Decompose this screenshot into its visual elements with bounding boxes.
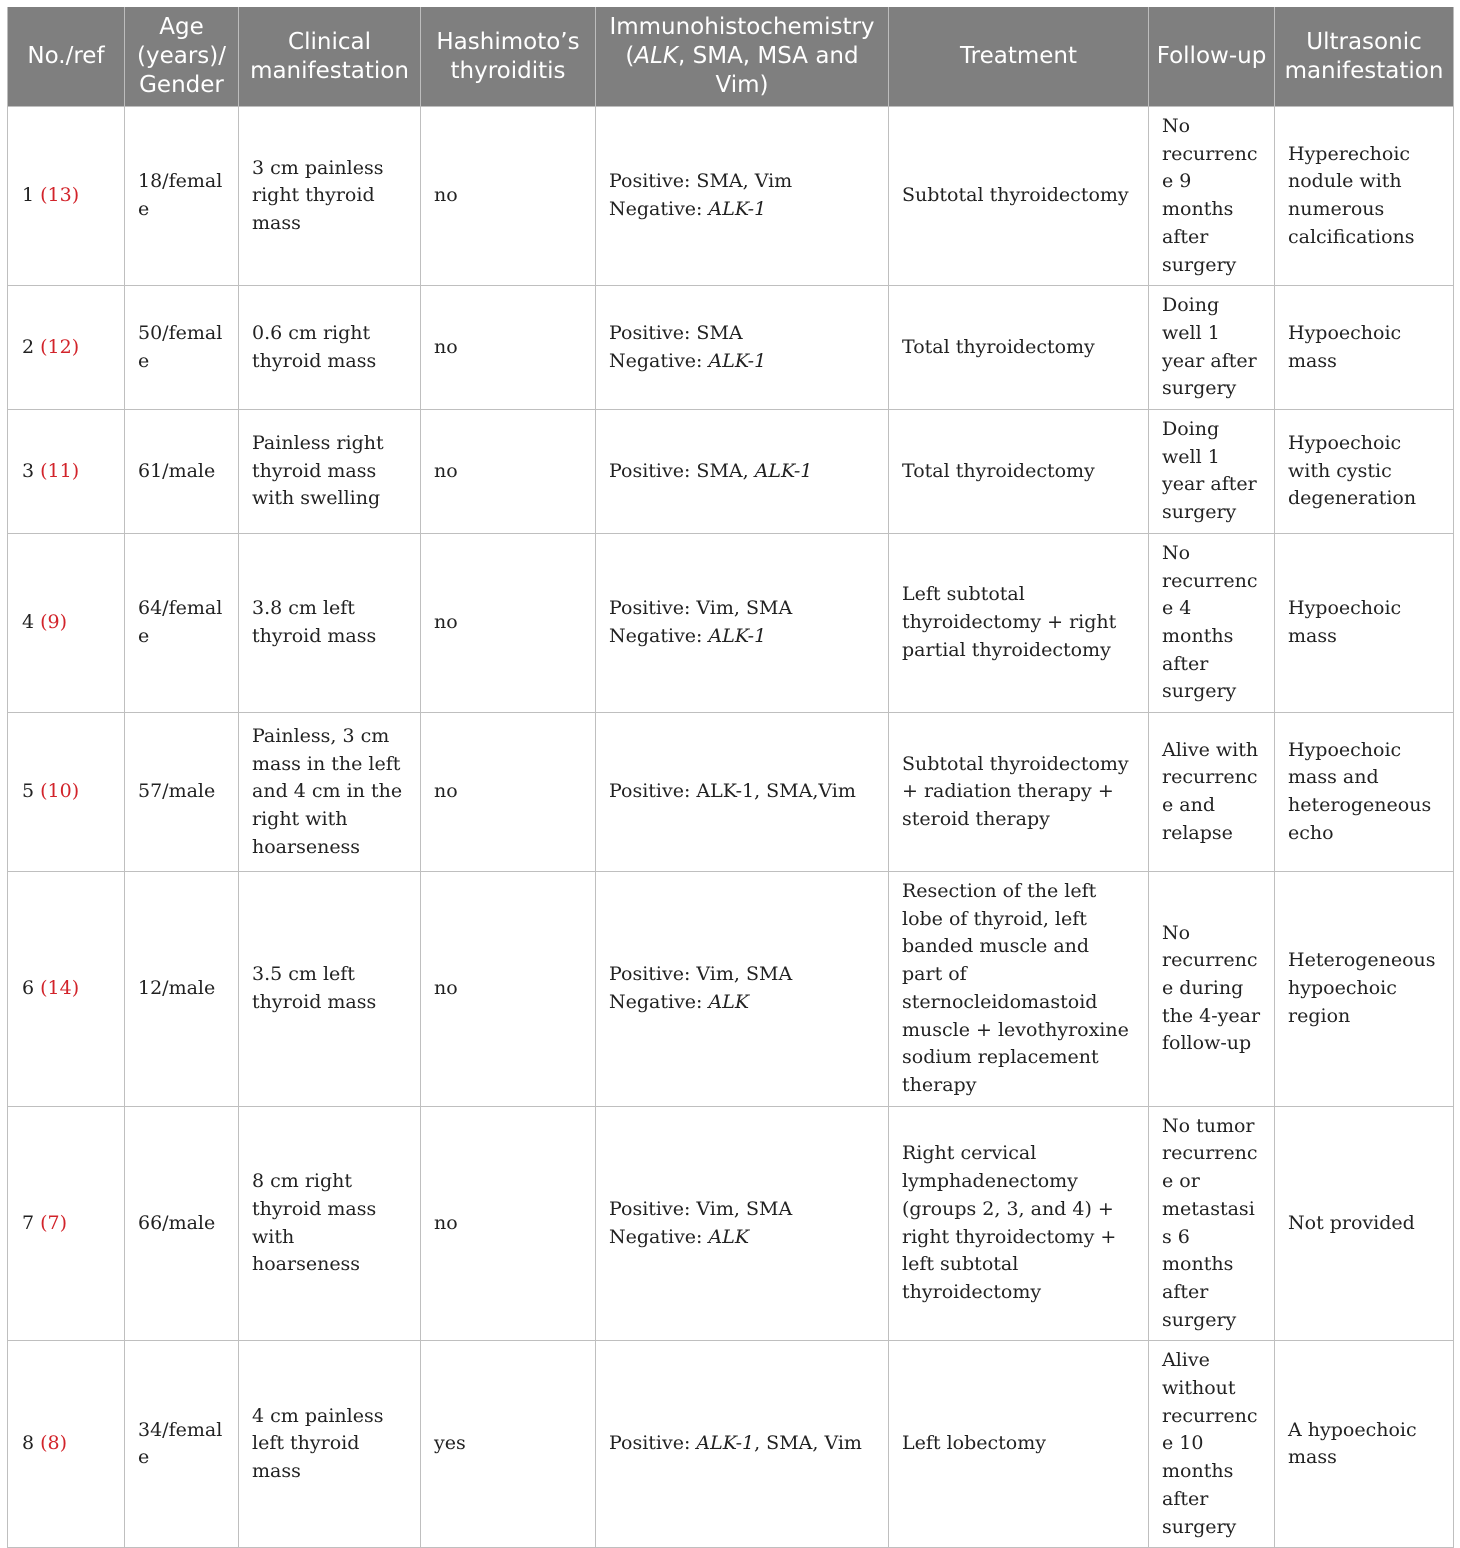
cell-treatment: Left subtotal thyroidectomy + right partial thyroidectomy xyxy=(889,533,1149,712)
cell-treatment: Total thyroidectomy xyxy=(889,286,1149,410)
negative-italic: ALK-1 xyxy=(708,624,767,647)
positive-markers xyxy=(609,961,875,989)
header-row xyxy=(8,7,1454,107)
cell-no-ref xyxy=(8,410,125,534)
cell-no-ref xyxy=(8,1106,125,1341)
cell-follow-up: No recurrence during the 4-year follow-up xyxy=(1149,872,1275,1107)
positive-tail: , SMA, Vim xyxy=(754,1432,862,1455)
cell-age-gender: 61/male xyxy=(125,410,239,534)
header-clinical-manifestation: Clinical manifestation xyxy=(239,7,421,107)
table-row xyxy=(8,107,1454,286)
cell-hashimoto: no xyxy=(421,1106,596,1341)
negative-markers xyxy=(609,623,875,651)
case-number: 2 xyxy=(22,335,35,358)
case-number: 5 xyxy=(22,780,35,803)
cell-no-ref xyxy=(8,713,125,872)
header-no-ref: No./ref xyxy=(8,7,125,107)
cell-treatment: Left lobectomy xyxy=(889,1341,1149,1548)
reference-link[interactable]: (10) xyxy=(40,780,80,803)
cell-no-ref xyxy=(8,1341,125,1548)
cell-age-gender: 64/female xyxy=(125,533,239,712)
cell-ultrasonic-manifestation: Heterogeneous hypoechoic region xyxy=(1275,872,1454,1107)
cell-clinical-manifestation: 0.6 cm right thyroid mass xyxy=(239,286,421,410)
cell-hashimoto: no xyxy=(421,107,596,286)
positive-markers xyxy=(609,1430,875,1458)
table-row xyxy=(8,1341,1454,1548)
cell-follow-up: No recurrence 9 months after surgery xyxy=(1149,107,1275,286)
header-hashimoto: Hashimoto’s thyroiditis xyxy=(421,7,596,107)
cell-ultrasonic-manifestation: Hypoechoic with cystic degeneration xyxy=(1275,410,1454,534)
cell-ultrasonic-manifestation: Hypoechoic mass and heterogeneous echo xyxy=(1275,713,1454,872)
header-treatment: Treatment xyxy=(889,7,1149,107)
header-ihc-suffix: , SMA, MSA and Vim) xyxy=(678,43,859,98)
cell-treatment: Subtotal thyroidectomy + radiation therapy + steroid therapy xyxy=(889,713,1149,872)
negative-label: Negative: xyxy=(609,1225,709,1248)
header-age-gender: Age (years)/ Gender xyxy=(125,7,239,107)
negative-markers xyxy=(609,1224,875,1252)
cell-hashimoto: no xyxy=(421,286,596,410)
table-row xyxy=(8,410,1454,534)
cell-clinical-manifestation: 3 cm painless right thyroid mass xyxy=(239,107,421,286)
positive-plain: Vim, SMA xyxy=(696,963,793,986)
cell-clinical-manifestation: 3.8 cm left thyroid mass xyxy=(239,533,421,712)
cell-treatment: Total thyroidectomy xyxy=(889,410,1149,534)
positive-markers xyxy=(609,320,875,348)
reference-link[interactable]: (13) xyxy=(40,184,80,207)
table-row xyxy=(8,533,1454,712)
cell-immunohistochemistry xyxy=(596,410,889,534)
positive-plain: Vim, SMA xyxy=(696,1197,793,1220)
positive-markers xyxy=(609,778,875,806)
reference-link[interactable]: (11) xyxy=(40,459,80,482)
cell-ultrasonic-manifestation: Hypoechoic mass xyxy=(1275,533,1454,712)
cell-immunohistochemistry xyxy=(596,107,889,286)
table-row xyxy=(8,1106,1454,1341)
cell-immunohistochemistry xyxy=(596,286,889,410)
positive-label: Positive: xyxy=(609,1432,697,1455)
cell-ultrasonic-manifestation: A hypoechoic mass xyxy=(1275,1341,1454,1548)
table-row xyxy=(8,286,1454,410)
negative-italic: ALK-1 xyxy=(708,349,767,372)
cell-immunohistochemistry xyxy=(596,1341,889,1548)
case-number: 8 xyxy=(22,1432,35,1455)
positive-label: Positive: xyxy=(609,597,697,620)
cell-clinical-manifestation: 4 cm painless left thyroid mass xyxy=(239,1341,421,1548)
cell-hashimoto: no xyxy=(421,872,596,1107)
positive-italic: ALK-1 xyxy=(696,1432,755,1455)
positive-plain: ALK-1, SMA,Vim xyxy=(696,780,856,803)
header-ihc-prefix: Immunohistochemistry ( xyxy=(609,14,875,69)
cell-immunohistochemistry xyxy=(596,1106,889,1341)
cell-age-gender: 34/female xyxy=(125,1341,239,1548)
cell-treatment: Subtotal thyroidectomy xyxy=(889,107,1149,286)
positive-plain: SMA xyxy=(696,321,743,344)
cell-clinical-manifestation: Painless right thyroid mass with swelling xyxy=(239,410,421,534)
cell-follow-up: No tumor recurrence or metastasis 6 months after surgery xyxy=(1149,1106,1275,1341)
cell-follow-up: Alive with recurrence and relapse xyxy=(1149,713,1275,872)
cell-follow-up: Doing well 1 year after surgery xyxy=(1149,286,1275,410)
cell-age-gender: 18/female xyxy=(125,107,239,286)
cell-age-gender: 66/male xyxy=(125,1106,239,1341)
reference-link[interactable]: (9) xyxy=(40,611,68,634)
cell-age-gender: 50/female xyxy=(125,286,239,410)
negative-markers xyxy=(609,348,875,376)
reference-link[interactable]: (12) xyxy=(40,335,80,358)
positive-plain: SMA, Vim xyxy=(696,170,793,193)
negative-italic: ALK-1 xyxy=(708,198,767,221)
case-number: 1 xyxy=(22,184,35,207)
negative-label: Negative: xyxy=(609,624,709,647)
cell-clinical-manifestation: Painless, 3 cm mass in the left and 4 cm in the right with hoarseness xyxy=(239,713,421,872)
cell-hashimoto: no xyxy=(421,713,596,872)
cell-clinical-manifestation: 3.5 cm left thyroid mass xyxy=(239,872,421,1107)
positive-label: Positive: xyxy=(609,459,697,482)
header-immunohistochemistry xyxy=(596,7,889,107)
cell-follow-up: No recurrence 4 months after surgery xyxy=(1149,533,1275,712)
positive-markers xyxy=(609,1196,875,1224)
cell-hashimoto: no xyxy=(421,410,596,534)
positive-label: Positive: xyxy=(609,963,697,986)
positive-italic: ALK-1 xyxy=(754,459,813,482)
case-number: 7 xyxy=(22,1211,35,1234)
case-number: 4 xyxy=(22,611,35,634)
table-row xyxy=(8,872,1454,1107)
header-ihc-italic: ALK xyxy=(634,43,678,69)
cell-clinical-manifestation: 8 cm right thyroid mass with hoarseness xyxy=(239,1106,421,1341)
negative-italic: ALK xyxy=(708,1225,750,1248)
reference-link[interactable]: (14) xyxy=(40,977,80,1000)
cell-age-gender: 57/male xyxy=(125,713,239,872)
negative-markers xyxy=(609,989,875,1017)
cell-no-ref xyxy=(8,107,125,286)
positive-plain: Vim, SMA xyxy=(696,597,793,620)
cell-ultrasonic-manifestation: Hypoechoic mass xyxy=(1275,286,1454,410)
positive-label: Positive: xyxy=(609,1197,697,1220)
case-number: 6 xyxy=(22,977,35,1000)
negative-markers xyxy=(609,196,875,224)
positive-markers xyxy=(609,595,875,623)
cell-treatment: Right cervical lymphadenectomy (groups 2, 3, and 4) + right thyroidectomy + left subtotal thyroidectomy xyxy=(889,1106,1149,1341)
reference-link[interactable]: (7) xyxy=(40,1211,68,1234)
negative-label: Negative: xyxy=(609,349,709,372)
positive-label: Positive: xyxy=(609,321,697,344)
cell-follow-up: Doing well 1 year after surgery xyxy=(1149,410,1275,534)
cell-no-ref xyxy=(8,286,125,410)
cell-ultrasonic-manifestation: Hyperechoic nodule with numerous calcifications xyxy=(1275,107,1454,286)
table-body xyxy=(8,107,1454,1548)
cell-ultrasonic-manifestation: Not provided xyxy=(1275,1106,1454,1341)
header-ultrasonic-manifestation: Ultrasonic manifestation xyxy=(1275,7,1454,107)
negative-label: Negative: xyxy=(609,990,709,1013)
cell-treatment: Resection of the left lobe of thyroid, left banded muscle and part of sternocleidomastoid muscle + levothyroxine sodium replacement therapy xyxy=(889,872,1149,1107)
table-row xyxy=(8,713,1454,872)
positive-markers xyxy=(609,168,875,196)
reference-link[interactable]: (8) xyxy=(40,1432,68,1455)
cell-age-gender: 12/male xyxy=(125,872,239,1107)
cell-follow-up: Alive without recurrence 10 months after surgery xyxy=(1149,1341,1275,1548)
cell-hashimoto: yes xyxy=(421,1341,596,1548)
cell-hashimoto: no xyxy=(421,533,596,712)
negative-label: Negative: xyxy=(609,198,709,221)
header-follow-up: Follow-up xyxy=(1149,7,1275,107)
positive-label: Positive: xyxy=(609,170,697,193)
positive-markers xyxy=(609,458,875,486)
cell-no-ref xyxy=(8,872,125,1107)
cell-immunohistochemistry xyxy=(596,872,889,1107)
cell-no-ref xyxy=(8,533,125,712)
negative-italic: ALK xyxy=(708,990,750,1013)
case-summary-table xyxy=(7,7,1454,1548)
positive-plain: SMA, xyxy=(696,459,755,482)
cell-immunohistochemistry xyxy=(596,713,889,872)
positive-label: Positive: xyxy=(609,780,697,803)
cell-immunohistochemistry xyxy=(596,533,889,712)
case-number: 3 xyxy=(22,459,35,482)
